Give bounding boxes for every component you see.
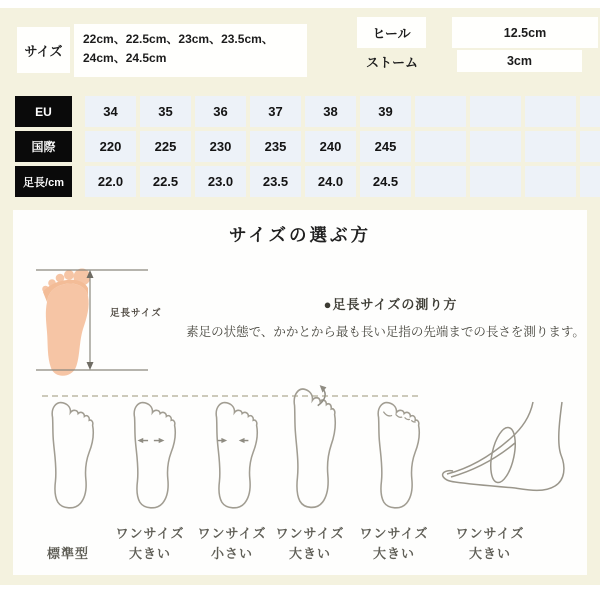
- cell: 245: [360, 131, 411, 162]
- storm-value: 3cm: [457, 50, 582, 72]
- cell: [525, 166, 576, 197]
- cell: 225: [140, 131, 191, 162]
- cell: 220: [85, 131, 136, 162]
- cell: 39: [360, 96, 411, 127]
- cell: 24.0: [305, 166, 356, 197]
- cell: 37: [250, 96, 301, 127]
- cell: 34: [85, 96, 136, 127]
- table-row-intl: [15, 131, 600, 162]
- foot-type-label-bigger-3: ワンサイズ 大きい: [359, 525, 429, 561]
- cell: [415, 96, 466, 127]
- heel-value: 12.5cm: [452, 17, 598, 48]
- size-guide-panel: [13, 210, 587, 575]
- cell: [580, 96, 600, 127]
- foot-type-label-standard: 標準型: [46, 545, 89, 561]
- cell: 22.5: [140, 166, 191, 197]
- foot-side-girth-diagram: [431, 400, 579, 504]
- cell: [415, 166, 466, 197]
- size-label: サイズ: [17, 27, 70, 73]
- cell: 240: [305, 131, 356, 162]
- footprint-one-size-bigger-long-toe: [283, 384, 337, 512]
- foot-type-label-bigger-1: ワンサイズ 大きい: [115, 525, 185, 561]
- measure-heading: ●足長サイズの測り方: [323, 297, 458, 312]
- foot-length-label: 足長サイズ: [110, 308, 162, 319]
- cell: 36: [195, 96, 246, 127]
- measure-text: 素足の状態で、かかとから最も長い足指の先端までの長さを測ります。: [186, 325, 585, 339]
- cell: [470, 96, 521, 127]
- cell: [470, 131, 521, 162]
- footprint-standard: [41, 398, 95, 512]
- cell: [580, 131, 600, 162]
- heel-label: ヒール: [357, 17, 426, 48]
- footprint-one-size-bigger-toes: [367, 398, 421, 512]
- cell: 23.5: [250, 166, 301, 197]
- row-header-intl: 国際: [15, 131, 72, 162]
- cell: 23.0: [195, 166, 246, 197]
- guide-title: サイズの選ぶ方: [228, 225, 372, 245]
- foot-type-label-bigger-4: ワンサイズ 大きい: [455, 525, 525, 561]
- cell: [415, 131, 466, 162]
- cell: 235: [250, 131, 301, 162]
- row-header-footlen: 足長/cm: [15, 166, 72, 197]
- toe-limit-dashed-line: [42, 395, 418, 397]
- foot-type-label-bigger-2: ワンサイズ 大きい: [275, 525, 345, 561]
- cell: [525, 131, 576, 162]
- footprint-one-size-bigger-wide: [123, 398, 177, 512]
- storm-label: ストーム: [365, 54, 418, 70]
- cell: 230: [195, 131, 246, 162]
- cell: 22.0: [85, 166, 136, 197]
- table-row-footlen: [15, 166, 600, 197]
- foot-type-label-smaller: ワンサイズ 小さい: [197, 525, 267, 561]
- row-header-eu: EU: [15, 96, 72, 127]
- cell: 38: [305, 96, 356, 127]
- size-values: 22cm、22.5cm、23cm、23.5cm、24cm、24.5cm: [74, 24, 307, 77]
- cell: [470, 166, 521, 197]
- cell: [525, 96, 576, 127]
- table-row-eu: [15, 96, 600, 127]
- footprint-one-size-smaller-narrow: [205, 398, 259, 512]
- cell: [580, 166, 600, 197]
- cell: 24.5: [360, 166, 411, 197]
- cell: 35: [140, 96, 191, 127]
- foot-length-diagram: [33, 262, 183, 382]
